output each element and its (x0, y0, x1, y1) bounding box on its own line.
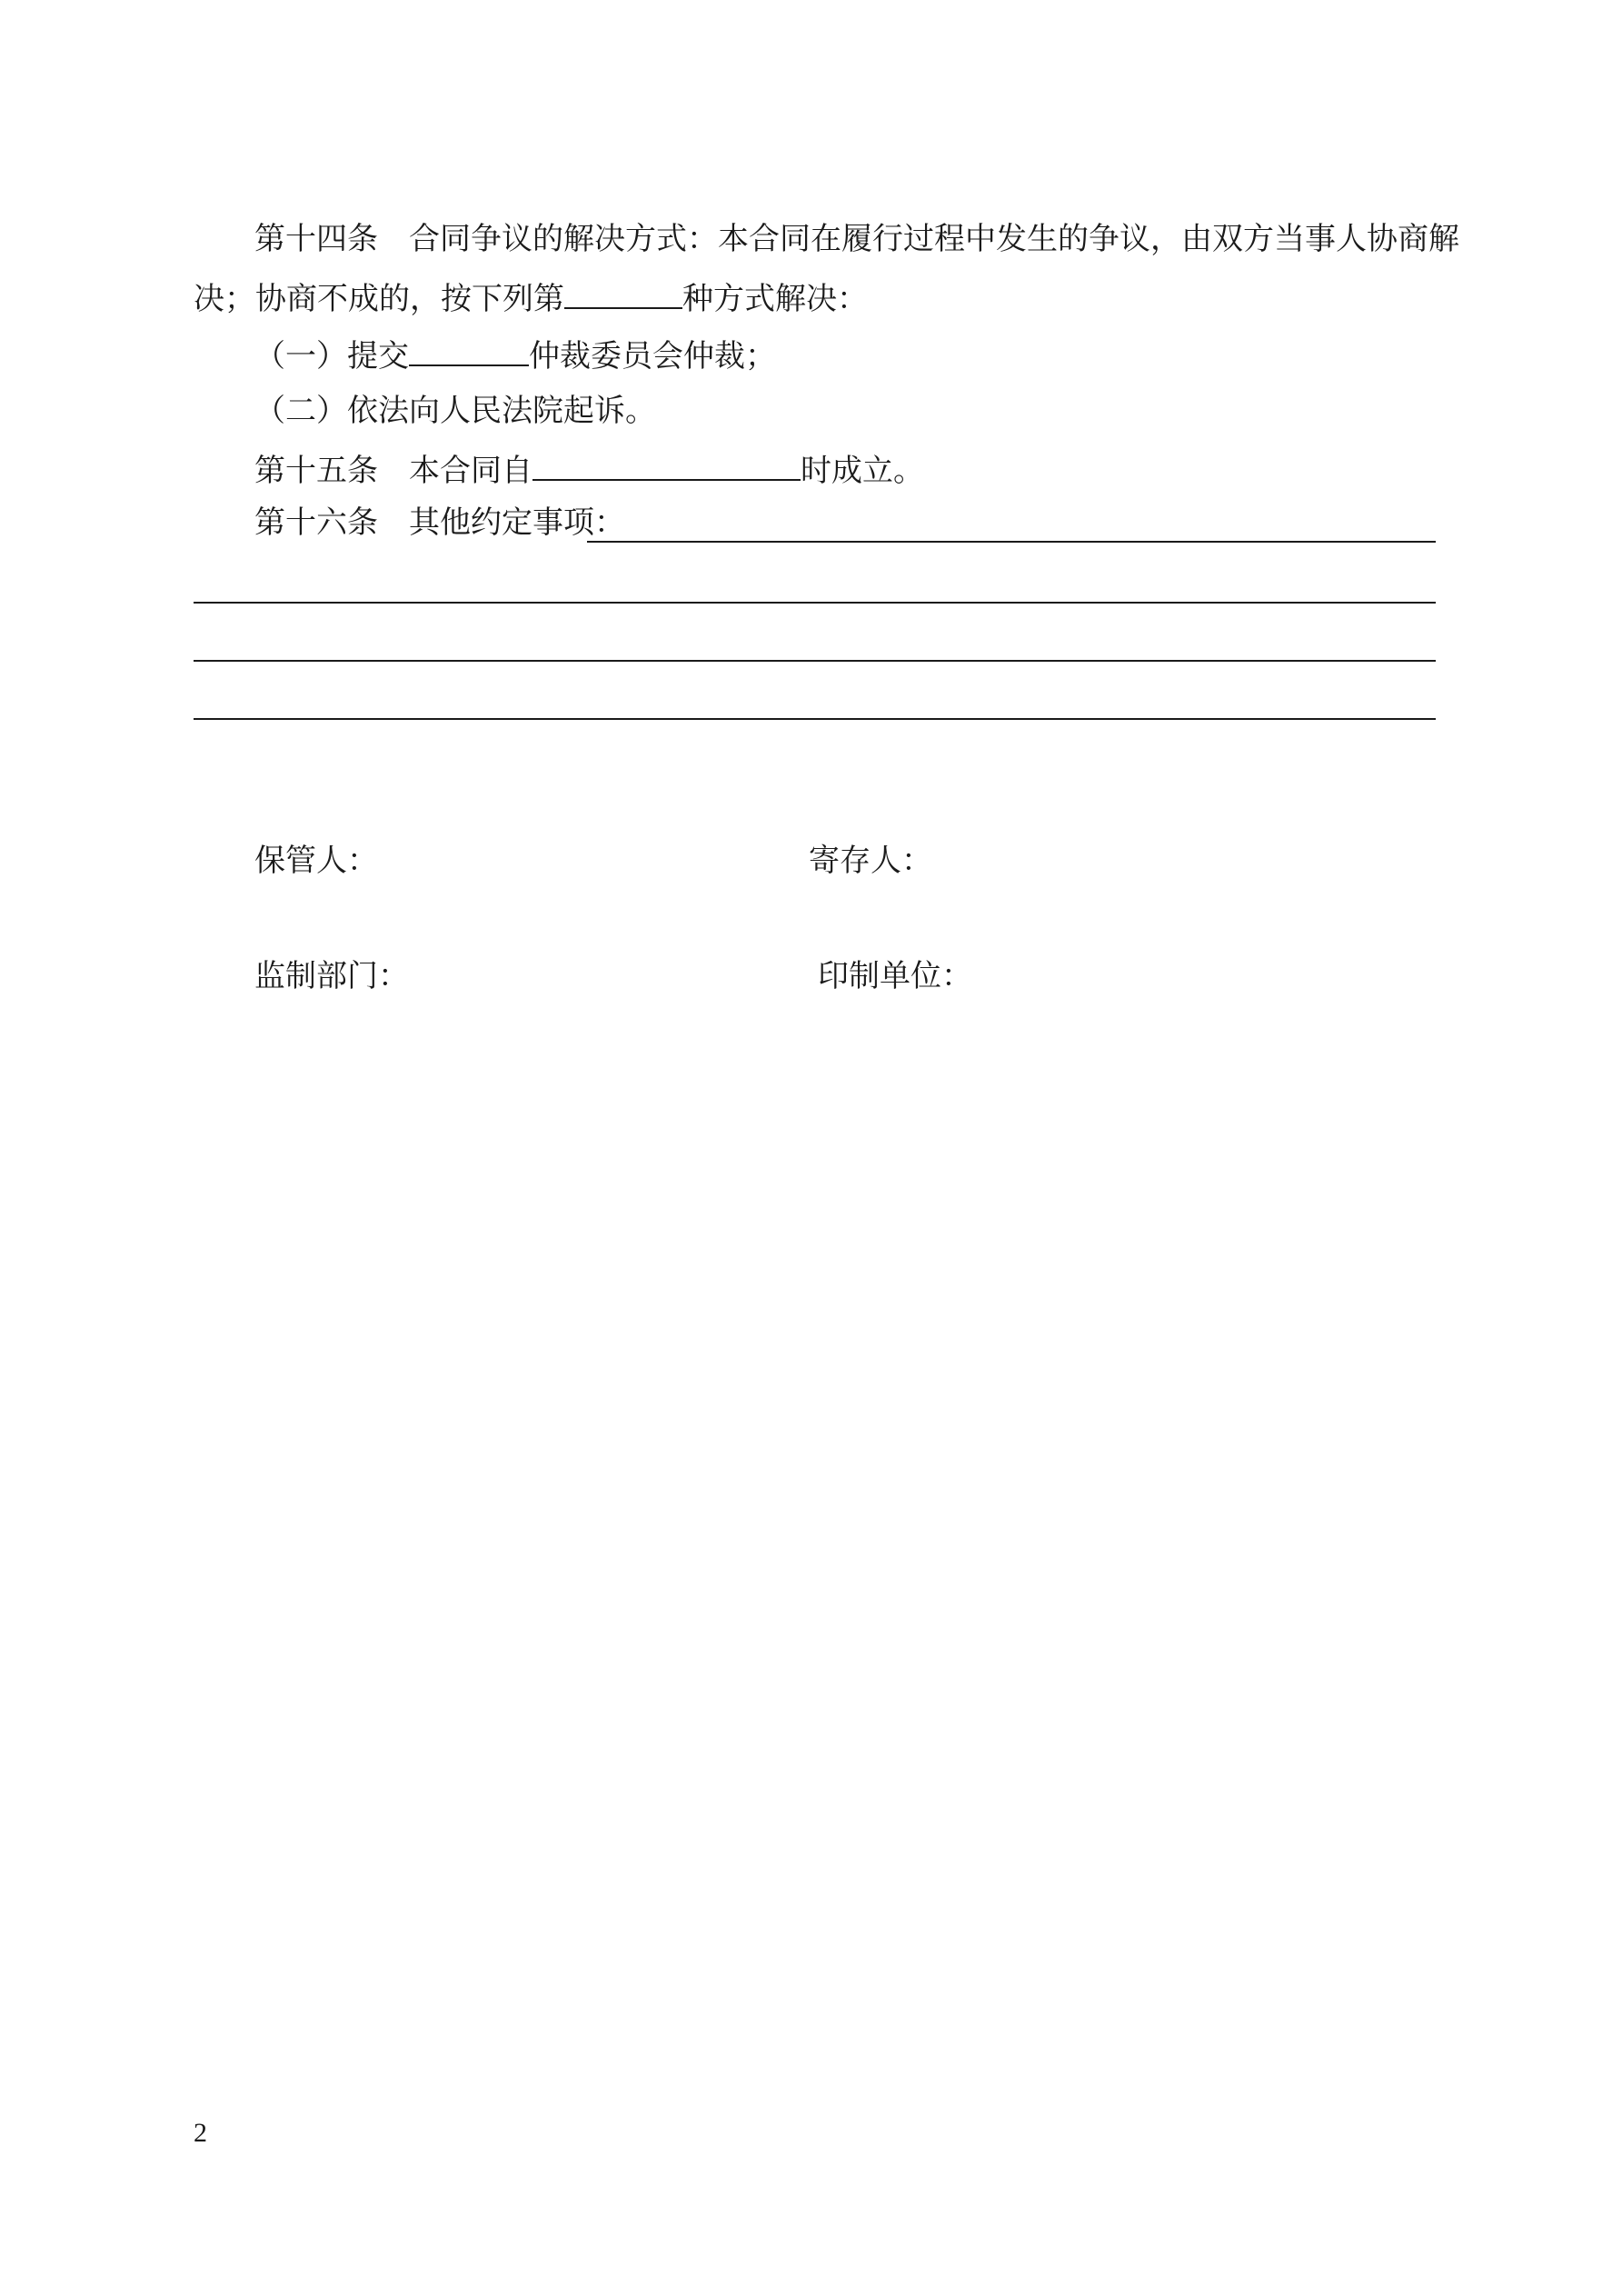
supervisor-label: 监制部门： (254, 958, 409, 994)
method-number-blank[interactable] (564, 278, 682, 309)
option-1-prefix: （一）提交 (254, 338, 409, 374)
article-14-continuation: 决；协商不成的，按下列第 (194, 281, 564, 317)
effective-date-blank[interactable] (532, 450, 801, 481)
printer-label: 印制单位： (818, 958, 972, 994)
arbitration-committee-blank[interactable] (409, 335, 529, 366)
article-14-option-1 (254, 335, 776, 374)
article-16 (254, 504, 625, 541)
article-14-text: 第十四条 合同争议的解决方式：本合同在履行过程中发生的争议，由双方当事人协商解 (254, 221, 1459, 257)
option-2-text: （二）依法向人民法院起诉。 (254, 393, 656, 429)
option-1-suffix: 仲裁委员会仲裁； (529, 338, 776, 374)
article-15-prefix: 第十五条 本合同自 (254, 453, 532, 489)
article-15 (254, 450, 924, 489)
depositor-label: 寄存人： (809, 843, 932, 879)
article-16-text: 第十六条 其他约定事项： (254, 504, 625, 541)
other-terms-blank-line-2[interactable] (194, 602, 1436, 604)
article-14-line-2 (194, 278, 868, 317)
page-number: 2 (194, 2118, 207, 2148)
article-14-option-2 (254, 393, 656, 429)
other-terms-blank-line-4[interactable] (194, 718, 1436, 720)
article-15-suffix: 时成立。 (801, 453, 924, 489)
other-terms-blank-line-1[interactable] (587, 541, 1436, 543)
article-14-method-suffix: 种方式解决： (682, 281, 868, 317)
other-terms-blank-line-3[interactable] (194, 660, 1436, 662)
article-14-line-1 (254, 221, 1459, 257)
custodian-label: 保管人： (254, 843, 378, 879)
